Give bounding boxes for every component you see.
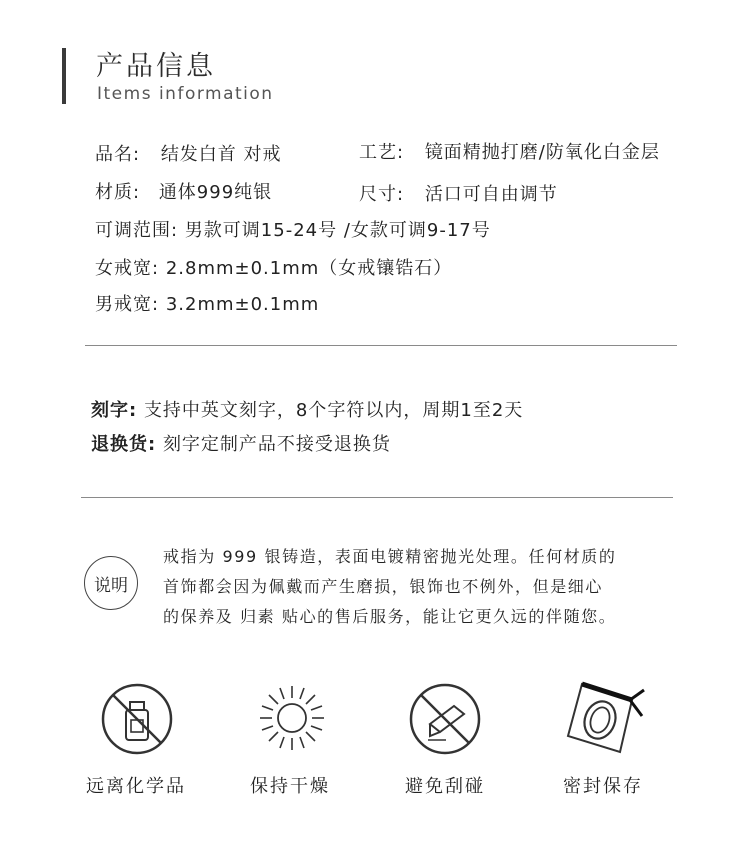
spec-material [95,178,272,204]
spec-craft-label: 工艺: [359,142,405,163]
section-subtitle: Items information [97,84,274,104]
service-engrave-label: 刻字: [91,400,138,421]
spec-name-label: 品名: [95,144,141,165]
title-accent-bar [62,48,66,104]
spec-material-label: 材质: [95,182,141,203]
service-engrave-value: 支持中英文刻字，8个字符以内，周期1至2天 [143,400,524,421]
service-engrave [91,396,523,422]
note-line: 首饰都会因为佩戴而产生磨损，银饰也不例外，但是细心 [163,577,604,596]
spec-male-width [95,290,319,316]
care-label: 避免刮碰 [405,776,485,797]
service-return [91,430,391,456]
spec-female-width [95,254,452,280]
divider [85,345,677,346]
spec-female-width-value: 2.8mm±0.1mm（女戒镶锆石） [165,258,453,279]
service-return-label: 退换货: [91,434,157,455]
divider [81,497,673,498]
note-line: 戒指为 999 银铸造，表面电镀精密抛光处理。任何材质的 [163,547,617,566]
spec-male-width-value: 3.2mm±0.1mm [165,294,320,315]
spec-female-width-label: 女戒宽: [95,258,160,279]
spec-size [359,180,558,206]
spec-range-label: 可调范围: [95,220,179,241]
spec-craft-value: 镜面精抛打磨/防氧化白金层 [424,142,660,163]
sun-icon [256,682,328,754]
sealed-bag-icon [560,676,652,758]
no-scratch-icon [406,680,484,758]
note-badge: 说明 [84,556,138,610]
spec-size-label: 尺寸: [359,184,405,205]
care-label: 密封保存 [563,776,643,797]
service-return-value: 刻字定制产品不接受退换货 [162,434,391,455]
spec-material-value: 通体999纯银 [158,182,273,203]
section-title: 产品信息 [96,51,216,82]
spec-range [95,216,491,242]
spec-size-value: 活口可自由调节 [424,184,558,205]
care-label: 保持干燥 [250,776,330,797]
spec-name-value: 结发白首 对戒 [160,144,282,165]
spec-name [95,140,282,166]
note-line: 的保养及 归素 贴心的售后服务，能让它更久远的伴随您。 [163,607,617,626]
spec-range-value: 男款可调15-24号 /女款可调9-17号 [184,220,491,241]
no-chemicals-icon [98,680,176,758]
spec-male-width-label: 男戒宽: [95,294,160,315]
spec-craft [359,138,660,164]
care-label: 远离化学品 [86,776,186,797]
